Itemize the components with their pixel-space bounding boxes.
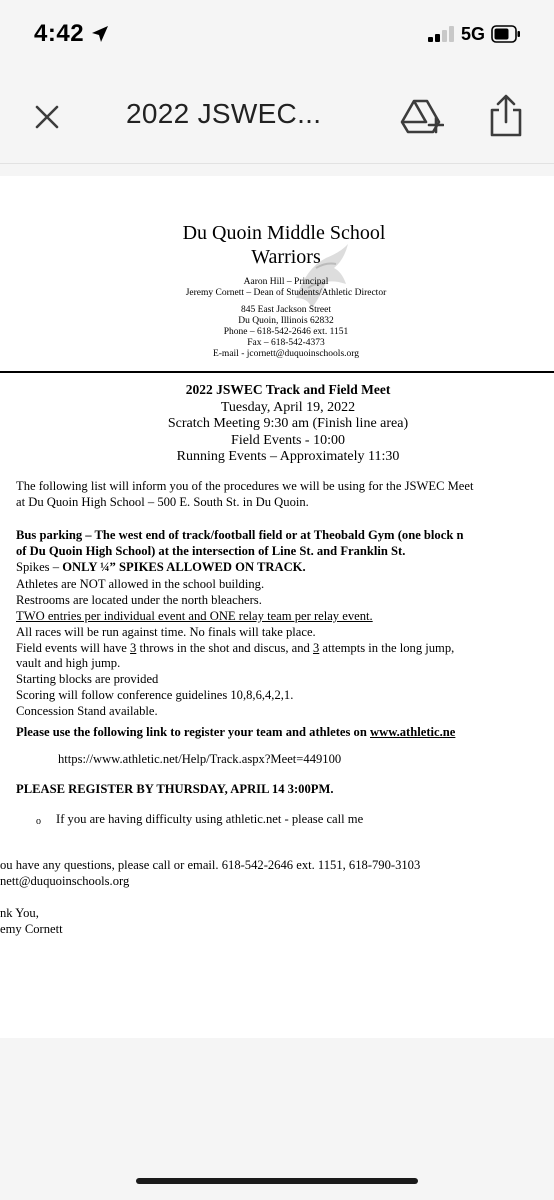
add-to-drive-icon[interactable]	[400, 98, 444, 136]
document-page[interactable]	[0, 176, 554, 1038]
athletes-rule: Athletes are NOT allowed in the school building.	[16, 577, 265, 591]
home-indicator[interactable]	[136, 1178, 418, 1184]
running-events-time: Running Events – Approximately 11:30	[176, 449, 400, 464]
signal-strength-icon	[428, 26, 458, 42]
share-icon[interactable]	[487, 94, 525, 138]
close-icon[interactable]	[30, 100, 64, 134]
battery-icon	[491, 25, 521, 43]
register-text: Please use the following link to register your team and athletes on	[16, 725, 371, 739]
viewer-toolbar	[0, 68, 554, 164]
network-type: 5G	[461, 24, 486, 44]
signature-name: emy Cornett	[0, 922, 63, 936]
school-mascot-name: Warriors	[251, 246, 321, 268]
field-throw-count: 3	[130, 641, 137, 655]
entries-rule: TWO entries per individual event and ONE relay team per relay event.	[16, 609, 373, 623]
field-rule-part: attempts in the long jump,	[319, 641, 455, 655]
viewer-background	[0, 1038, 554, 1200]
bus-parking-text: Bus parking – The west end of track/football field or at Theobald Gym (one block n	[16, 528, 464, 542]
athletic-net-link[interactable]: www.athletic.ne	[370, 725, 456, 739]
contact-email: nett@duquoinschools.org	[0, 874, 130, 888]
dean-line: Jeremy Cornett – Dean of Students/Athletic Director	[185, 288, 387, 298]
fax-line: Fax – 618-542-4373	[247, 338, 325, 348]
city-address: Du Quoin, Illinois 62832	[238, 316, 334, 326]
difficulty-note: If you are having difficulty using athletic.net - please call me	[56, 812, 364, 826]
field-events-rule-cont: vault and high jump.	[16, 656, 121, 670]
street-address: 845 East Jackson Street	[241, 305, 331, 315]
spikes-label: Spikes –	[16, 560, 63, 574]
bus-parking-text-cont: of Du Quoin High School) at the intersection of Line St. and Franklin St.	[16, 544, 406, 558]
meet-date: Tuesday, April 19, 2022	[220, 400, 356, 415]
closing-thanks: nk You,	[0, 906, 39, 920]
principal-line: Aaron Hill – Principal	[243, 277, 329, 287]
field-events-time: Field Events - 10:00	[231, 433, 345, 448]
starting-blocks-rule: Starting blocks are provided	[16, 672, 159, 686]
school-name: Du Quoin Middle School	[182, 222, 386, 244]
intro-line-1: The following list will inform you of the procedures we will be using for the JSWEC Meet	[16, 479, 474, 493]
sub-bullet-marker: o	[36, 816, 41, 827]
scoring-rule: Scoring will follow conference guidelines 10,8,6,4,2,1.	[16, 688, 294, 702]
document-title: 2022 JSWEC...	[126, 98, 322, 129]
field-attempt-count: 3	[312, 641, 320, 655]
location-arrow-icon	[90, 24, 110, 44]
spikes-rule	[16, 560, 306, 575]
registration-url[interactable]: https://www.athletic.net/Help/Track.aspx?Meet=449100	[58, 752, 342, 766]
scratch-meeting: Scratch Meeting 9:30 am (Finish line area)	[167, 416, 409, 431]
letterhead-divider	[0, 371, 554, 373]
field-events-rule	[16, 641, 454, 656]
field-rule-part: throws in the shot and discus, and	[136, 641, 313, 655]
concession-rule: Concession Stand available.	[16, 704, 158, 718]
status-time: 4:42	[34, 20, 85, 47]
restrooms-rule: Restrooms are located under the north bleachers.	[16, 593, 262, 607]
field-rule-part: Field events will have	[16, 641, 131, 655]
meet-title: 2022 JSWEC Track and Field Meet	[185, 382, 391, 397]
phone-line: Phone – 618-542-2646 ext. 1151	[223, 327, 349, 337]
races-rule: All races will be run against time. No finals will take place.	[16, 625, 316, 639]
spikes-emphasis: ONLY ¼” SPIKES ALLOWED ON TRACK.	[62, 560, 306, 574]
email-line: E-mail - jcornett@duquoinschools.org	[212, 349, 360, 359]
registration-deadline: PLEASE REGISTER BY THURSDAY, APRIL 14 3:00PM.	[16, 782, 334, 796]
register-instruction	[16, 725, 455, 740]
status-bar	[0, 0, 554, 68]
questions-line: ou have any questions, please call or email. 618-542-2646 ext. 1151, 618-790-3103	[0, 858, 421, 872]
intro-line-2: at Du Quoin High School – 500 E. South St. in Du Quoin.	[16, 495, 309, 509]
